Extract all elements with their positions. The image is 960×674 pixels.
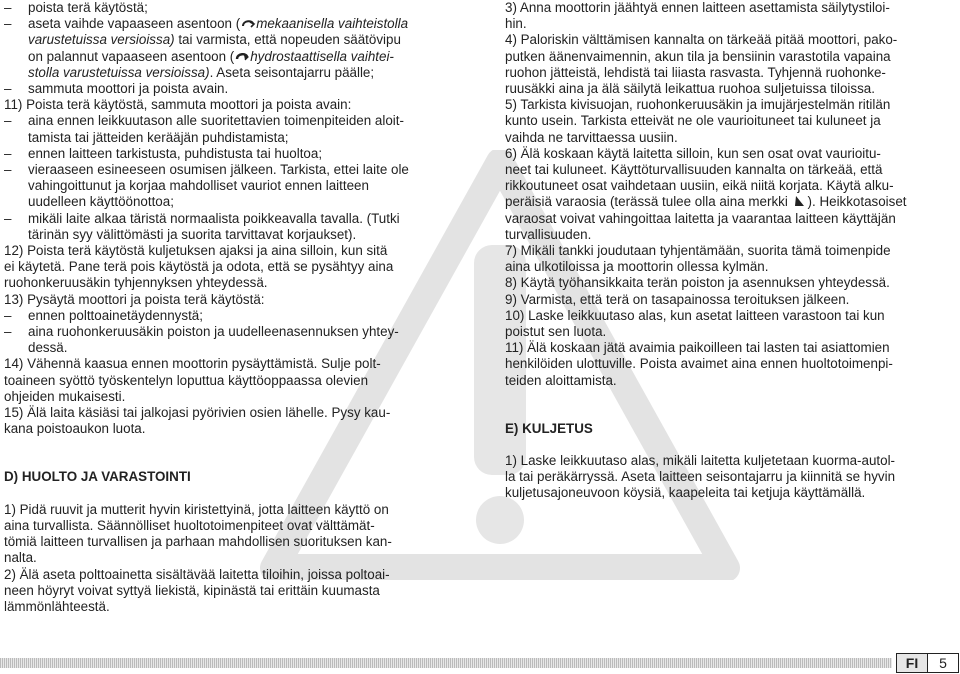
d6-line: rikkoutuneet osat vaihdetaan uusiin, eikä niitä korjata. Käytä alku- (505, 178, 894, 194)
d1-line: 1) Pidä ruuvit ja mutterit hyvin kiristettyinä, jotta laitteen käyttö on (4, 501, 389, 517)
d6-line: neet tai kuluneet. Käyttöturvallisuuden kannalta on tärkeää, että (505, 162, 883, 178)
section-d-heading: D) HUOLTO JA VARASTOINTI (4, 469, 191, 485)
item-11-line: uudelleen käyttöönottoa; (28, 194, 174, 210)
intro-line: varustetuissa versioissa) tai varmista, että nopeuden säätövipu (28, 32, 401, 48)
d6-line: turvallisuuden. (505, 226, 592, 242)
item-11-bullet: – mikäli laite alkaa täristä normaalista poikkeavalla tavalla. (Tutki (4, 210, 400, 226)
item-13-title: 13) Pysäytä moottori ja poista terä käytöstä: (4, 291, 265, 307)
d4-line: ruohon jätteistä, lehdistä tai liiasta rasvasta. Tyhjennä ruohonke- (505, 64, 886, 80)
d1-line: nalta. (4, 550, 37, 566)
d2-line: neen höyryt voivat syttyä liekistä, kipinästä tai erittäin kuumasta (4, 582, 380, 598)
d2-line: 2) Älä aseta polttoainetta sisältävää laitetta tiloihin, joissa poltoai- (4, 566, 390, 582)
footer-bar (0, 658, 892, 668)
item-11-line: tamista tai jätteiden kerääjän puhdistamista; (28, 129, 289, 145)
d7-line: 7) Mikäli tankki joudutaan tyhjentämään, suorita tämä toimenpide (505, 243, 891, 259)
d5-line: vaihda ne tarvittaessa uusiin. (505, 129, 678, 145)
intro-line: – aseta vaihde vapaaseen asentoon ( mekaanisella vaihteistolla (4, 16, 409, 32)
page-footer (0, 652, 960, 674)
d3-line: hin. (505, 16, 527, 32)
intro-line: on palannut vapaaseen asentoon ( hydrostaattisella vaihtei- (28, 48, 394, 64)
intro-line: – poista terä käytöstä; (4, 0, 148, 15)
d1-line: aina turvallista. Säännölliset huoltotoimenpiteet ovat välttämät- (4, 517, 375, 533)
item-11-title: 11) Poista terä käytöstä, sammuta moottori ja poista avain: (4, 97, 352, 113)
item-11-line: vahingoittunut ja korjaa mahdolliset vauriot ennen laitteen (28, 178, 369, 194)
hydro-lever-icon (234, 50, 250, 62)
d4-line: putken äänenvaimennin, akun tila ja bensiinin varastotila vapaina (505, 48, 891, 64)
d5-line: kunto usein. Tarkista etteivät ne ole vaurioituneet tai kuluneet ja (505, 113, 881, 129)
d11-line: teiden aloittamista. (505, 372, 617, 388)
d7-line: aina ulkotiloissa ja moottorin ollessa kylmän. (505, 259, 769, 275)
blade-mark-icon (792, 195, 808, 207)
d1-line: tömiä laitteen turvallisen ja parhaan mahdollisen suorituksen kan- (4, 534, 392, 550)
item-11-bullet: – aina ennen leikkuutason alle suoritettavien toimenpiteiden aloit- (4, 113, 404, 129)
left-column (4, 0, 456, 615)
d6-line: peräisiä varaosia (terässä tulee olla aina merkki ). Heikkotasoiset (505, 194, 907, 210)
d6-line: varaosat voivat vahingoittaa laitetta ja vaarantaa laitteen käyttäjän (505, 210, 896, 226)
item-12-line: 12) Poista terä käytöstä kuljetuksen ajaksi ja aina silloin, kun sitä (4, 243, 388, 259)
d10-line: 10) Laske leikkuutaso alas, kun asetat laitteen varastoon tai kun (505, 307, 885, 323)
item-12-line: ruohonkeruusäkin tyhjennyksen yhteydessä. (4, 275, 268, 291)
d11-line: 11) Älä koskaan jätä avaimia paikoilleen tai lasten tai asiattomien (505, 340, 890, 356)
e1-line: 1) Laske leikkuutaso alas, mikäli laitetta kuljetetaan kuorma-autol- (505, 453, 896, 469)
e1-line: kuljetusajoneuvoon köysiä, kaapeleita tai ketjuja käyttämällä. (505, 485, 866, 501)
item-14-line: 14) Vähennä kaasua ennen moottorin pysäyttämistä. Sulje polt- (4, 356, 381, 372)
item-12-line: ei käytetä. Pane terä pois käytöstä ja odota, että se pysähtyy aina (4, 259, 394, 275)
item-14-line: ohjeiden mukaisesti. (4, 388, 126, 404)
item-14-line: toaineen syöttö työskentelyn loputtua käyttöoppaassa olevien (4, 372, 369, 388)
d9-line: 9) Varmista, että terä on tasapainossa teroituksen jälkeen. (505, 291, 850, 307)
item-15-line: kana poistoaukon luota. (4, 421, 146, 437)
item-11-bullet: – vieraaseen esineeseen osumisen jälkeen. Tarkista, ettei laite ole (4, 162, 409, 178)
e1-line: la tai peräkärryssä. Aseta laitteen seisontajarru ja kiinnitä se hyvin (505, 469, 896, 485)
item-11-bullet: – ennen laitteen tarkistusta, puhdistusta tai huoltoa; (4, 145, 323, 161)
item-11-line: tärinän syy välittömästi ja suorita tarvittavat korjaukset). (28, 226, 357, 242)
d10-line: poistut sen luota. (505, 324, 607, 340)
d4-line: ruusäkki aina ja älä säilytä leikattua ruohoa suljetuissa tiloissa. (505, 81, 875, 97)
intro-line: stolla varustetuissa versioissa). Aseta seisontajarru päälle; (28, 64, 375, 80)
intro-line: – sammuta moottori ja poista avain. (4, 81, 229, 97)
d3-line: 3) Anna moottorin jäähtyä ennen laitteen asettamista säilytystiloi- (505, 0, 890, 15)
gear-lever-icon (240, 17, 256, 29)
item-13-bullet: – ennen polttoainetäydennystä; (4, 307, 203, 323)
item-15-line: 15) Älä laita käsiäsi tai jalkojasi pyörivien osien lähelle. Pysy kau- (4, 405, 391, 421)
d8-line: 8) Käytä työhansikkaita terän poiston ja asennuksen yhteydessä. (505, 275, 890, 291)
d4-line: 4) Paloriskin välttämisen kannalta on tärkeää pitää moottori, pako- (505, 32, 898, 48)
d2-line: lämmönlähteestä. (4, 598, 110, 614)
d11-line: henkilöiden ulottuville. Poista avaimet aina ennen huoltotoimenpi- (505, 356, 893, 372)
right-column (505, 0, 957, 502)
page-number: 5 (927, 653, 959, 673)
section-e-heading: E) KULJETUS (505, 420, 593, 436)
item-13-bullet: – aina ruohonkeruusäkin poiston ja uudelleenasennuksen yhtey- (4, 324, 399, 340)
language-badge: FI (896, 653, 928, 673)
d5-line: 5) Tarkista kivisuojan, ruohonkeruusäkin ja imujärjestelmän ritilän (505, 97, 891, 113)
item-13-line: dessä. (28, 340, 68, 356)
d6-line: 6) Älä koskaan käytä laitetta silloin, kun sen osat ovat vaurioitu- (505, 145, 881, 161)
